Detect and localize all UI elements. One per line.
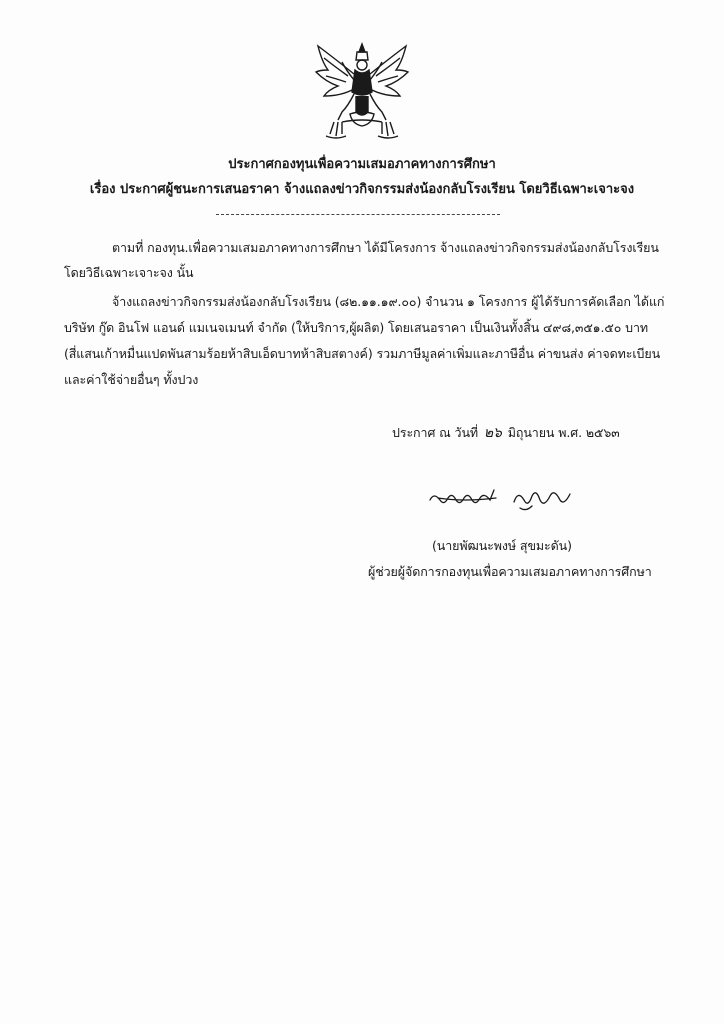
paragraph-1-line-2: โดยวิธีเฉพาะเจาะจง นั้น	[64, 265, 194, 280]
paragraph-1-line-1: ตามที่ กองทุน.เพื่อความเสมอภาคทางการศึกษา ได้มีโครงการ จ้างแถลงข่าวกิจกรรมส่งน้องกลับโรงเรียน	[112, 240, 659, 255]
announcement-date	[392, 422, 620, 444]
handwritten-signature-icon	[424, 478, 584, 518]
document-title: ประกาศกองทุนเพื่อความเสมอภาคทางการศึกษา	[228, 157, 496, 172]
date-day: ๒๖	[483, 425, 502, 441]
date-month-year: มิถุนายน พ.ศ. ๒๕๖๓	[507, 425, 620, 440]
paragraph-2-line-2: บริษัท กู๊ด อินโฟ แอนด์ แมเนจเมนท์ จำกัด (ให้บริการ,ผู้ผลิต) โดยเสนอราคา เป็นเงินทั้งสิ้น ๔๙๘,๓๕๑.๕๐ บาท	[64, 320, 649, 335]
paragraph-2-line-1: จ้างแถลงข่าวกิจกรรมส่งน้องกลับโรงเรียน (๘๒.๑๑.๑๙.๐๐) จำนวน ๑ โครงการ ผู้ได้รับการคัดเลือก ได้แก่	[112, 294, 665, 309]
signer-name: (นายพัฒนะพงษ์ สุขมะดัน)	[432, 538, 572, 553]
signer-title: ผู้ช่วยผู้จัดการกองทุนเพื่อความเสมอภาคทางการศึกษา	[368, 564, 652, 579]
garuda-emblem-icon	[312, 40, 412, 144]
dashed-divider	[216, 214, 500, 215]
document-subject: เรื่อง ประกาศผู้ชนะการเสนอราคา จ้างแถลงข่าวกิจกรรมส่งน้องกลับโรงเรียน โดยวิธีเฉพาะเจาะจง	[89, 182, 635, 197]
paragraph-2-line-3: (สี่แสนเก้าหมื่นแปดพันสามร้อยห้าสิบเอ็ดบาทห้าสิบสตางค์) รวมภาษีมูลค่าเพิ่มและภาษีอื่น ค่าขนส่ง ค่าจดทะเบียน	[64, 346, 661, 361]
paragraph-2-line-4: และค่าใช้จ่ายอื่นๆ ทั้งปวง	[64, 372, 199, 387]
date-prefix: ประกาศ ณ วันที่	[392, 425, 479, 440]
